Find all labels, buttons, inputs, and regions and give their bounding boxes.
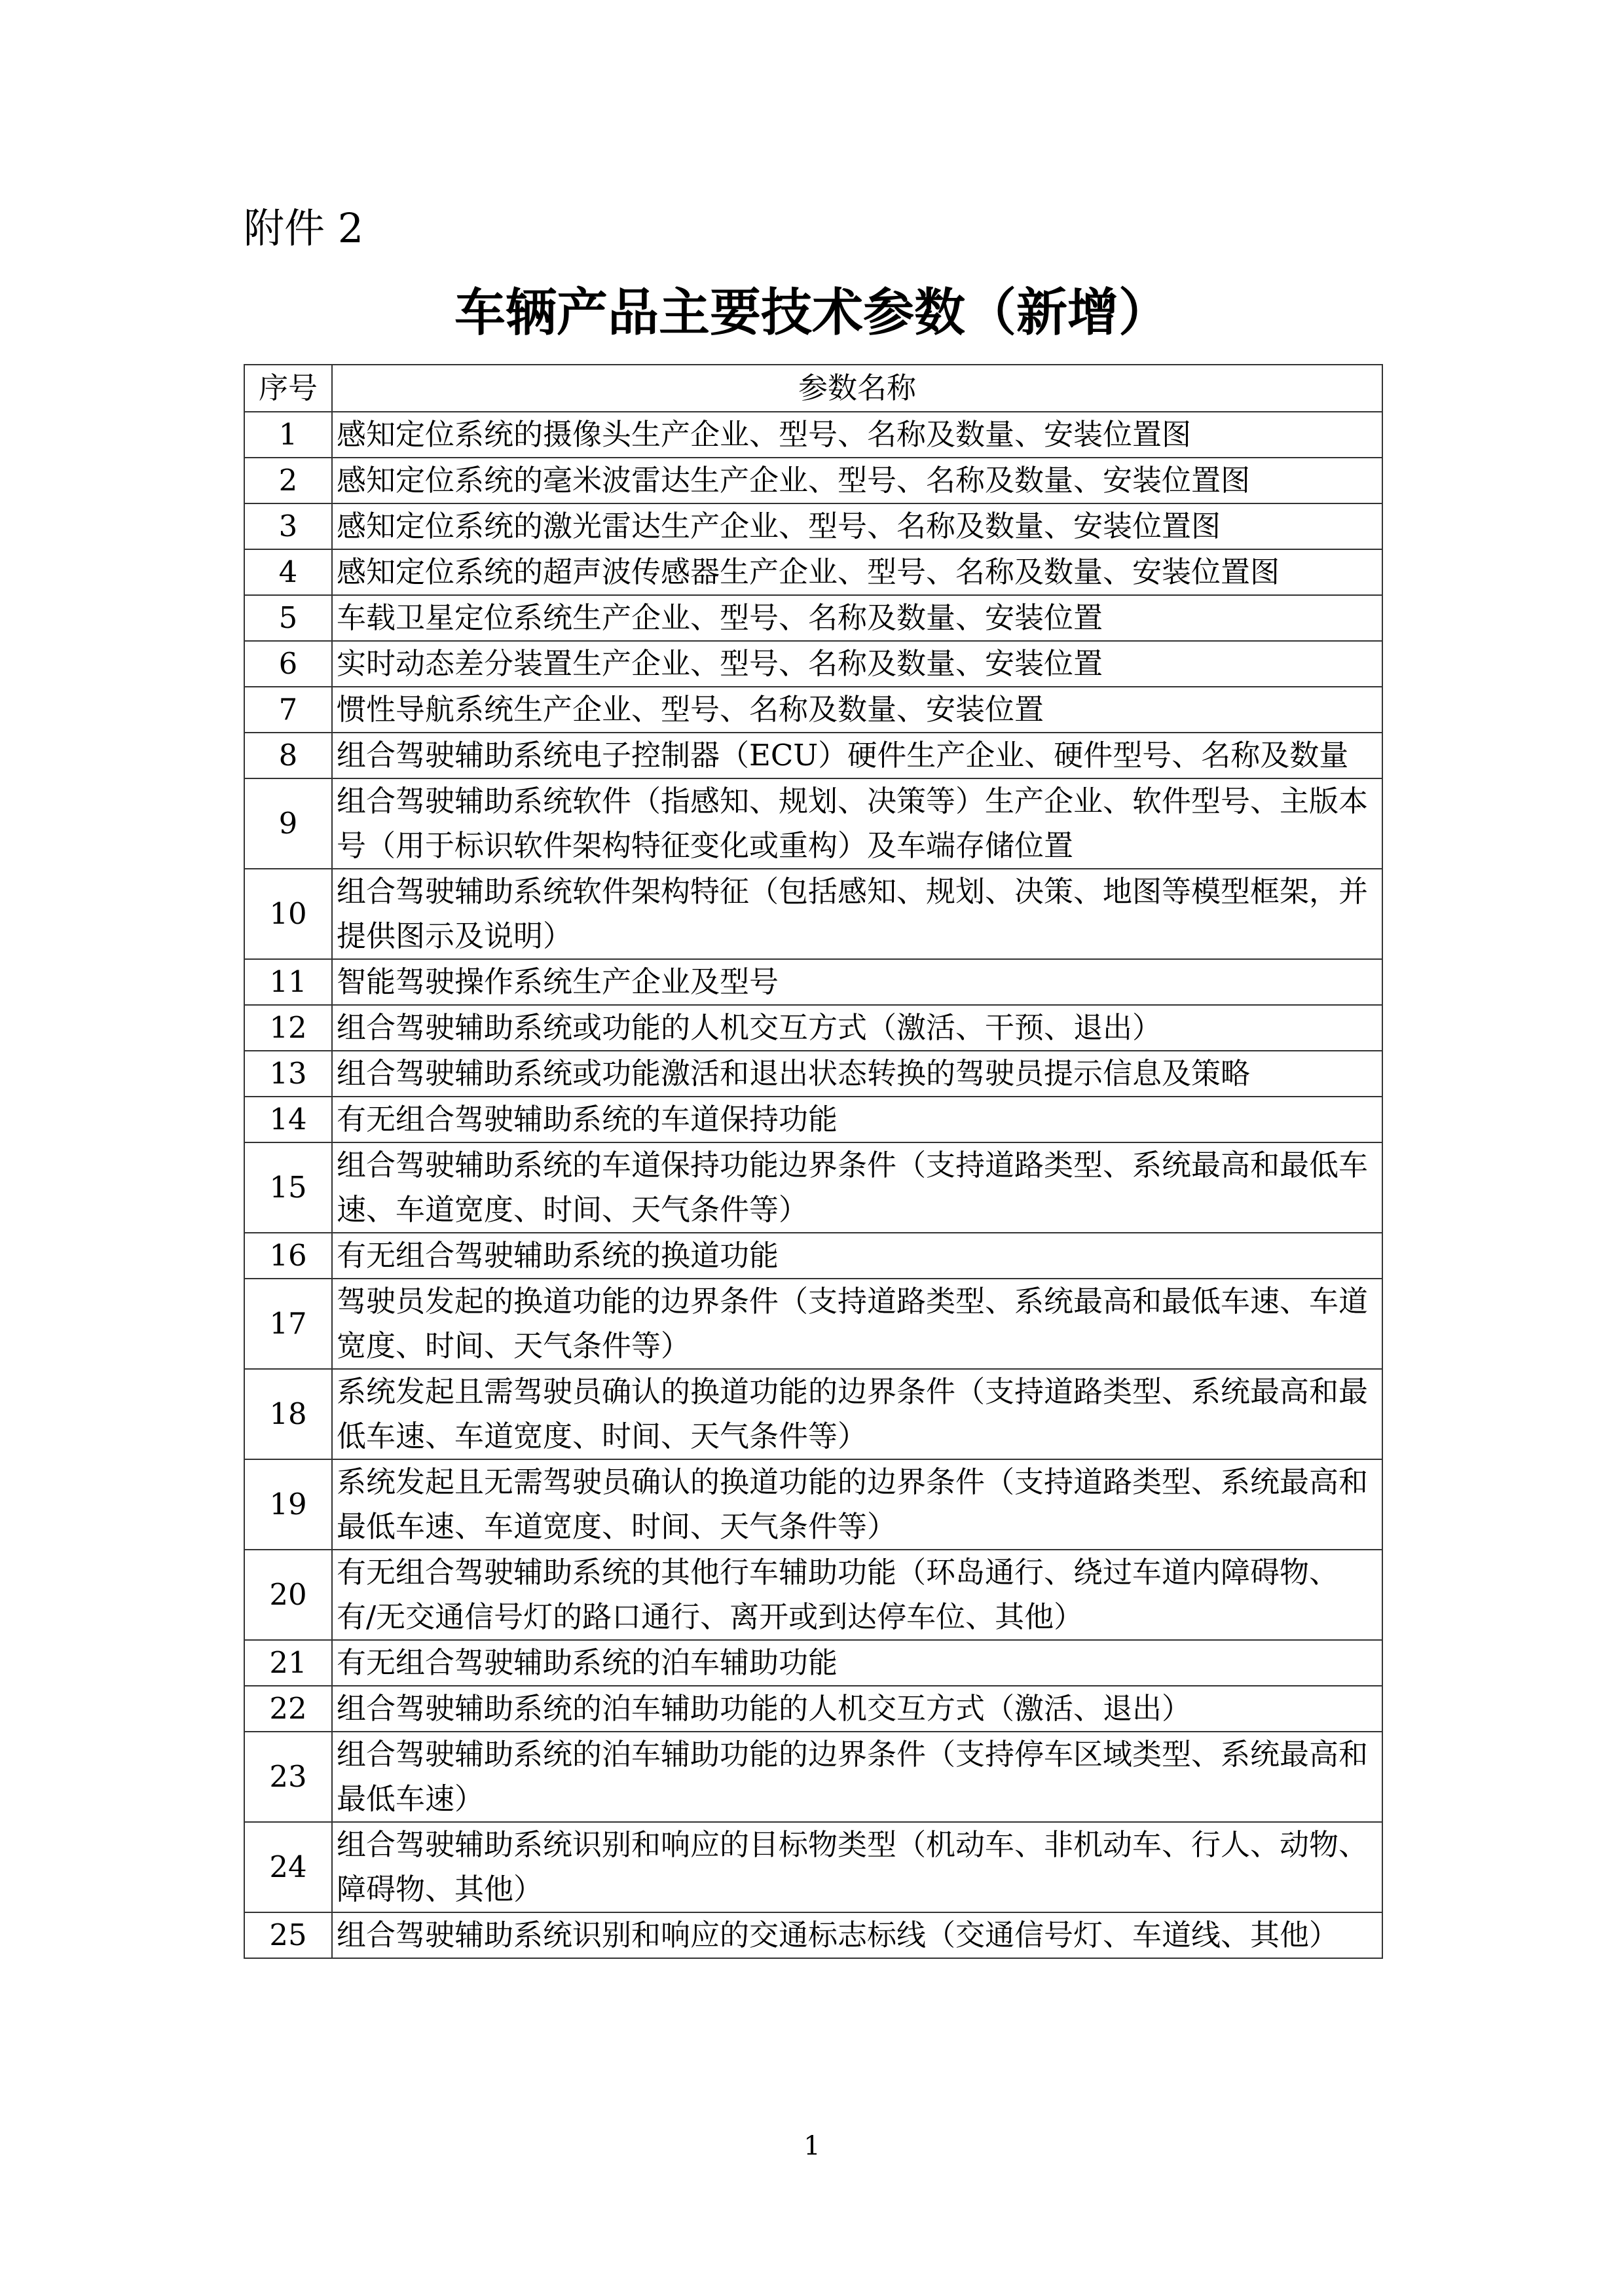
row-parameter-name: 感知定位系统的激光雷达生产企业、型号、名称及数量、安装位置图 [332,503,1382,549]
row-parameter-name: 智能驾驶操作系统生产企业及型号 [332,959,1382,1005]
row-index: 25 [244,1912,332,1958]
table-row [244,733,1382,778]
row-parameter-name: 惯性导航系统生产企业、型号、名称及数量、安装位置 [332,687,1382,733]
row-index: 18 [244,1369,332,1459]
row-parameter-name: 组合驾驶辅助系统的车道保持功能边界条件（支持道路类型、系统最高和最低车速、车道宽度、时间、天气条件等） [332,1142,1382,1233]
row-index: 12 [244,1005,332,1051]
row-parameter-name: 组合驾驶辅助系统电子控制器（ECU）硬件生产企业、硬件型号、名称及数量 [332,733,1382,778]
row-parameter-name: 组合驾驶辅助系统的泊车辅助功能的边界条件（支持停车区域类型、系统最高和最低车速） [332,1732,1382,1822]
row-parameter-name: 驾驶员发起的换道功能的边界条件（支持道路类型、系统最高和最低车速、车道宽度、时间、天气条件等） [332,1279,1382,1369]
table-row [244,1822,1382,1912]
row-parameter-name: 组合驾驶辅助系统或功能激活和退出状态转换的驾驶员提示信息及策略 [332,1051,1382,1097]
row-parameter-name: 系统发起且无需驾驶员确认的换道功能的边界条件（支持道路类型、系统最高和最低车速、车道宽度、时间、天气条件等） [332,1459,1382,1550]
row-parameter-name: 组合驾驶辅助系统的泊车辅助功能的人机交互方式（激活、退出） [332,1686,1382,1732]
document-title: 车辆产品主要技术参数（新增） [454,283,1170,342]
row-parameter-name: 车载卫星定位系统生产企业、型号、名称及数量、安装位置 [332,595,1382,641]
row-index: 22 [244,1686,332,1732]
row-parameter-name: 组合驾驶辅助系统或功能的人机交互方式（激活、干预、退出） [332,1005,1382,1051]
row-index: 6 [244,641,332,687]
row-index: 15 [244,1142,332,1233]
table-row [244,1097,1382,1142]
row-parameter-name: 实时动态差分装置生产企业、型号、名称及数量、安装位置 [332,641,1382,687]
row-parameter-name: 感知定位系统的毫米波雷达生产企业、型号、名称及数量、安装位置图 [332,458,1382,503]
row-index: 4 [244,549,332,595]
table-row [244,1912,1382,1958]
header-index: 序号 [244,365,332,412]
row-parameter-name: 系统发起且需驾驶员确认的换道功能的边界条件（支持道路类型、系统最高和最低车速、车道宽度、时间、天气条件等） [332,1369,1382,1459]
row-index: 9 [244,778,332,869]
row-index: 19 [244,1459,332,1550]
row-index: 16 [244,1233,332,1279]
row-index: 14 [244,1097,332,1142]
table-row [244,1369,1382,1459]
table-row [244,1686,1382,1732]
table-row [244,1550,1382,1640]
table-row [244,641,1382,687]
table-row [244,503,1382,549]
attachment-label: 附件 2 [244,204,364,252]
row-index: 7 [244,687,332,733]
table-row [244,1279,1382,1369]
row-parameter-name: 组合驾驶辅助系统软件（指感知、规划、决策等）生产企业、软件型号、主版本号（用于标识软件架构特征变化或重构）及车端存储位置 [332,778,1382,869]
row-index: 23 [244,1732,332,1822]
row-parameter-name: 有无组合驾驶辅助系统的其他行车辅助功能（环岛通行、绕过车道内障碍物、有/无交通信号灯的路口通行、离开或到达停车位、其他） [332,1550,1382,1640]
row-parameter-name: 感知定位系统的超声波传感器生产企业、型号、名称及数量、安装位置图 [332,549,1382,595]
row-parameter-name: 有无组合驾驶辅助系统的车道保持功能 [332,1097,1382,1142]
row-index: 17 [244,1279,332,1369]
row-parameter-name: 组合驾驶辅助系统识别和响应的交通标志标线（交通信号灯、车道线、其他） [332,1912,1382,1958]
table-header-row [244,365,1382,412]
row-parameter-name: 有无组合驾驶辅助系统的泊车辅助功能 [332,1640,1382,1686]
row-index: 21 [244,1640,332,1686]
table-row [244,778,1382,869]
table-row [244,1233,1382,1279]
table-row [244,1051,1382,1097]
table-row [244,1459,1382,1550]
table-row [244,412,1382,458]
table-row [244,869,1382,959]
row-index: 3 [244,503,332,549]
table-row [244,1640,1382,1686]
row-index: 10 [244,869,332,959]
table-row [244,458,1382,503]
table-row [244,1732,1382,1822]
row-index: 11 [244,959,332,1005]
parameter-table [244,364,1383,1959]
table-body [244,412,1382,1958]
table-row [244,959,1382,1005]
table-row [244,549,1382,595]
row-index: 2 [244,458,332,503]
row-parameter-name: 组合驾驶辅助系统识别和响应的目标物类型（机动车、非机动车、行人、动物、障碍物、其他） [332,1822,1382,1912]
row-parameter-name: 组合驾驶辅助系统软件架构特征（包括感知、规划、决策、地图等模型框架，并提供图示及说明） [332,869,1382,959]
table-row [244,1005,1382,1051]
row-parameter-name: 感知定位系统的摄像头生产企业、型号、名称及数量、安装位置图 [332,412,1382,458]
row-index: 20 [244,1550,332,1640]
row-index: 8 [244,733,332,778]
page-number: 1 [803,2131,821,2161]
table-row [244,595,1382,641]
row-parameter-name: 有无组合驾驶辅助系统的换道功能 [332,1233,1382,1279]
row-index: 1 [244,412,332,458]
table-row [244,687,1382,733]
table-row [244,1142,1382,1233]
row-index: 5 [244,595,332,641]
row-index: 24 [244,1822,332,1912]
row-index: 13 [244,1051,332,1097]
header-name: 参数名称 [332,365,1382,412]
